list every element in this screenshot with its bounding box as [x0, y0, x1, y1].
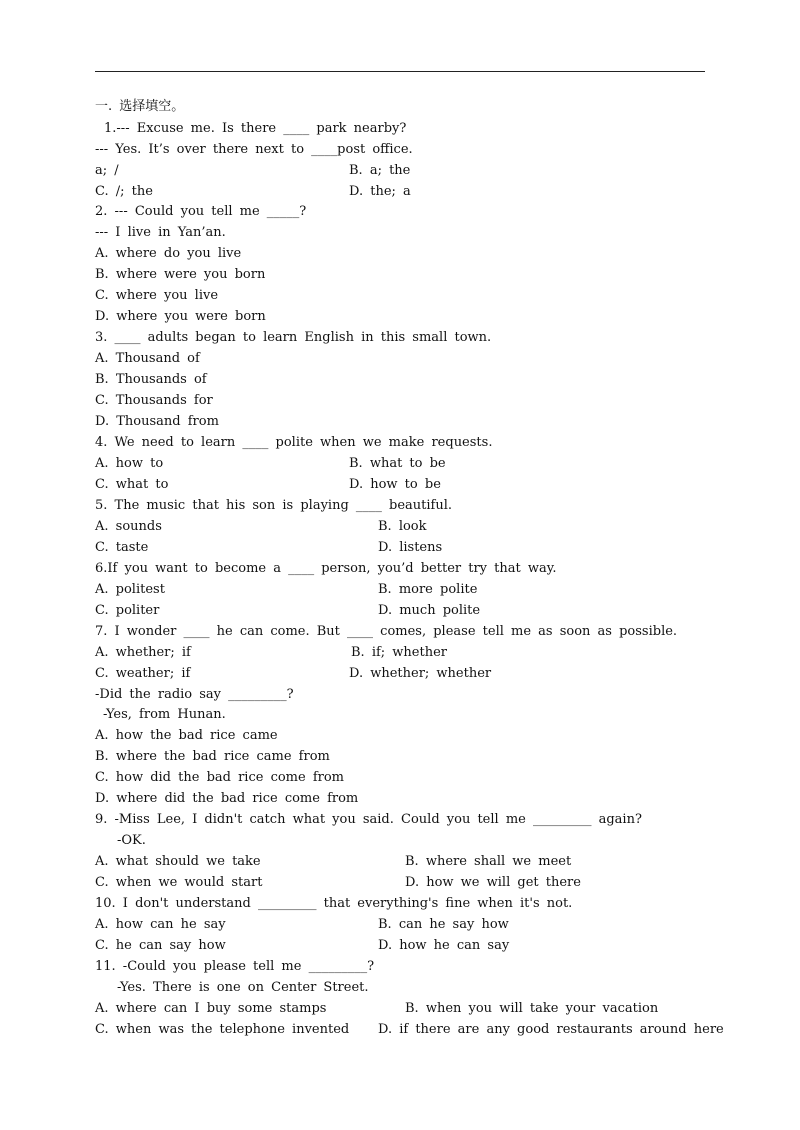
question-1-option-c: C. /; the: [95, 184, 153, 199]
question-6-option-a: A. politest: [95, 582, 165, 597]
question-11-stem: 11. -Could you please tell me _________?: [95, 959, 375, 974]
question-3-option-c: C. Thousands for: [95, 393, 213, 408]
question-6-option-b: B. more polite: [378, 582, 478, 597]
question-2-option-c: C. where you live: [95, 288, 219, 303]
question-5-stem: 5. The music that his son is playing ____ beautiful.: [95, 498, 453, 513]
question-11-option-a: A. where can I buy some stamps: [95, 1001, 327, 1016]
question-6-stem: 6.If you want to become a ____ person, you’d better try that way.: [95, 561, 557, 576]
question-3-option-d: D. Thousand from: [95, 414, 219, 429]
question-1-stem: 1.--- Excuse me. Is there ____ park nearby?: [104, 121, 407, 136]
question-10-option-c: C. he can say how: [95, 938, 226, 953]
question-3-option-b: B. Thousands of: [95, 372, 207, 387]
question-9-option-c: C. when we would start: [95, 875, 263, 890]
question-7-option-d: D. whether; whether: [349, 666, 492, 681]
question-4-stem: 4. We need to learn ____ polite when we make requests.: [95, 435, 493, 450]
question-4-option-c: C. what to: [95, 477, 169, 492]
question-2-option-a: A. where do you live: [95, 246, 242, 261]
header-rule: [95, 71, 705, 72]
question-10-option-b: B. can he say how: [378, 917, 509, 932]
question-8-option-a: A. how the bad rice came: [95, 728, 278, 743]
question-6-option-d: D. much polite: [378, 603, 481, 618]
question-10-option-d: D. how he can say: [378, 938, 510, 953]
question-9-reply: -OK.: [117, 833, 146, 848]
question-6-option-c: C. politer: [95, 603, 160, 618]
question-7-option-c: C. weather; if: [95, 666, 191, 681]
question-1-option-a: a; /: [95, 163, 119, 178]
section-heading: 一. 选择填空。: [95, 99, 185, 114]
question-4-option-a: A. how to: [95, 456, 164, 471]
question-2-option-d: D. where you were born: [95, 309, 266, 324]
question-8-reply: -Yes, from Hunan.: [103, 707, 226, 722]
question-2-reply: --- I live in Yan’an.: [95, 225, 226, 240]
question-11-option-d: D. if there are any good restaurants around here: [378, 1022, 724, 1037]
question-8-stem: -Did the radio say _________?: [95, 687, 294, 702]
question-4-option-d: D. how to be: [349, 477, 441, 492]
question-2-stem: 2. --- Could you tell me _____?: [95, 204, 307, 219]
question-1-option-d: D. the; a: [349, 184, 411, 199]
question-5-option-b: B. look: [378, 519, 427, 534]
question-11-reply: -Yes. There is one on Center Street.: [117, 980, 369, 995]
question-8-option-d: D. where did the bad rice come from: [95, 791, 359, 806]
question-11-option-b: B. when you will take your vacation: [405, 1001, 659, 1016]
question-9-option-d: D. how we will get there: [405, 875, 581, 890]
question-1-reply: --- Yes. It’s over there next to ____post office.: [95, 142, 413, 157]
question-8-option-b: B. where the bad rice came from: [95, 749, 330, 764]
question-11-option-c: C. when was the telephone invented: [95, 1022, 350, 1037]
question-7-option-b: B. if; whether: [351, 645, 447, 660]
question-9-option-b: B. where shall we meet: [405, 854, 572, 869]
question-1-option-b: B. a; the: [349, 163, 411, 178]
question-5-option-a: A. sounds: [95, 519, 162, 534]
question-5-option-d: D. listens: [378, 540, 443, 555]
question-9-stem: 9. -Miss Lee, I didn't catch what you said. Could you tell me _________ again?: [95, 812, 642, 827]
question-3-option-a: A. Thousand of: [95, 351, 200, 366]
question-2-option-b: B. where were you born: [95, 267, 266, 282]
question-7-option-a: A. whether; if: [95, 645, 191, 660]
question-3-stem: 3. ____ adults began to learn English in this small town.: [95, 330, 492, 345]
question-10-stem: 10. I don't understand _________ that everything's fine when it's not.: [95, 896, 573, 911]
question-7-stem: 7. I wonder ____ he can come. But ____ comes, please tell me as soon as possible.: [95, 624, 678, 639]
question-4-option-b: B. what to be: [349, 456, 446, 471]
question-5-option-c: C. taste: [95, 540, 149, 555]
question-8-option-c: C. how did the bad rice come from: [95, 770, 345, 785]
question-10-option-a: A. how can he say: [95, 917, 226, 932]
question-9-option-a: A. what should we take: [95, 854, 261, 869]
